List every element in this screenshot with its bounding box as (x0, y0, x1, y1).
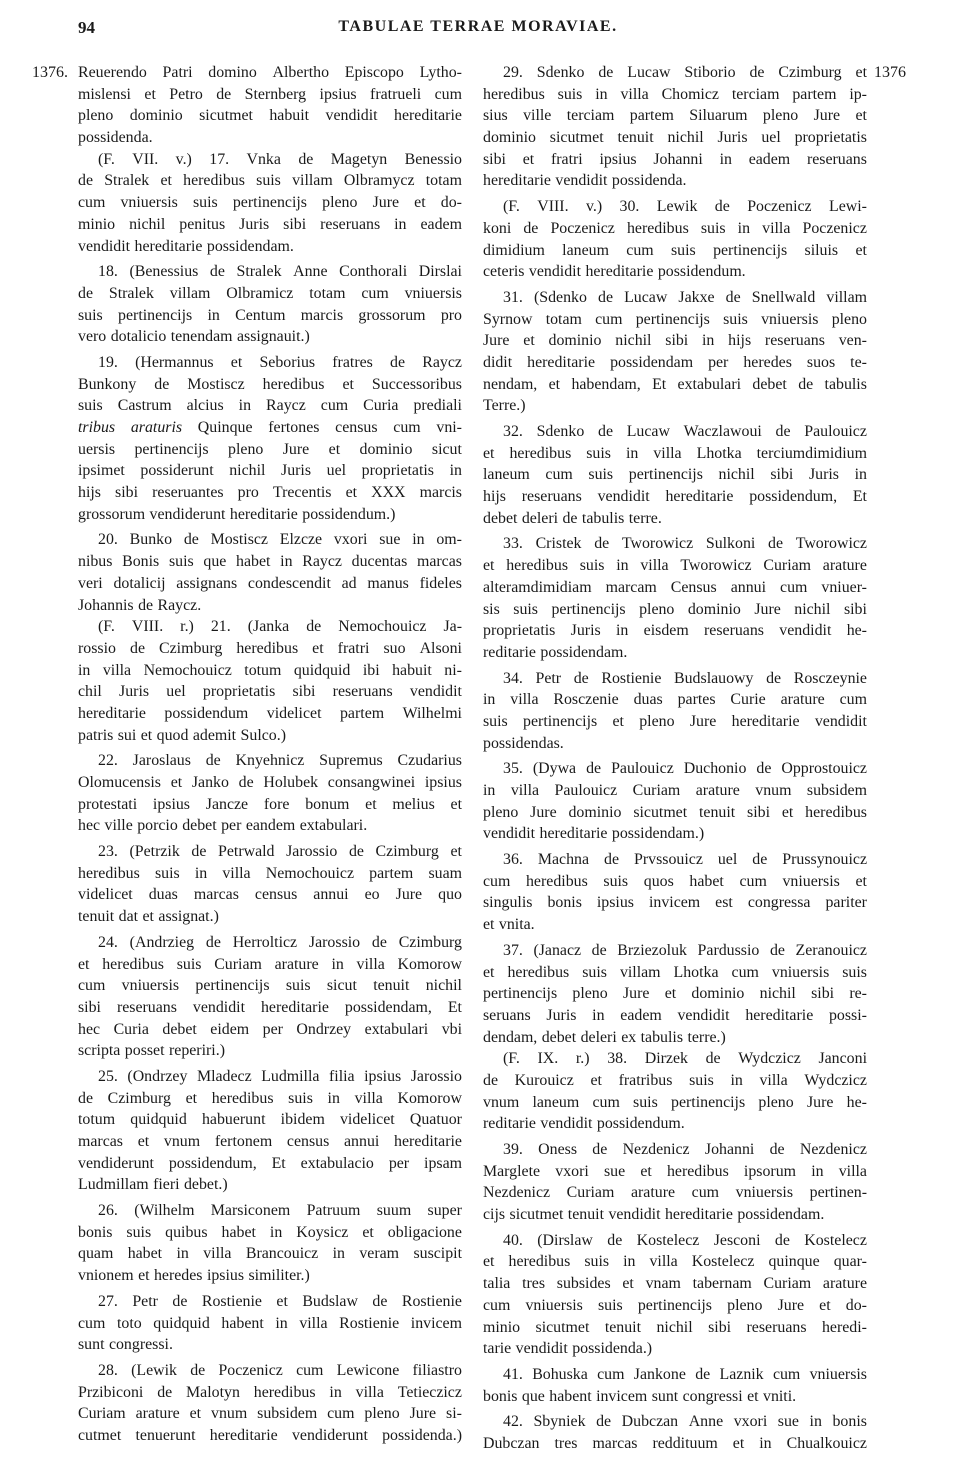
text-line: videlicet duas marcas census annui eo Jure quo (78, 886, 462, 904)
right-text-column (483, 62, 867, 1455)
text-line: vnum laneum cum suis pertinencijs pleno Jure he- (483, 1093, 867, 1111)
text-line: mislensi et Petro de Sternberg ipsius fratrueli cum (78, 85, 462, 103)
text-line: 41. Bohuska cum Jankone de Laznik cum vniuersis (503, 1365, 867, 1383)
text-line: 24. (Andrzieg de Herrolticz Jarossio de Czimburg (98, 933, 462, 951)
text-line: 19. (Hermannus et Seborius fratres de Raycz (98, 353, 462, 371)
text-line: 34. Petr de Rostienie Budslauowy de Rosczeynie (503, 669, 867, 687)
text-line: sibi et fratri ipsius Johanni in eadem reseruans (483, 150, 867, 168)
text-line: tarie vendidit possidenda.) (483, 1340, 653, 1358)
text-line: singulis bonis ipsius invicem est congressa pariter (483, 894, 867, 912)
text-line: cum vniuersis pertinencijs suis sicut tenuit nichil (78, 977, 462, 995)
text-line: cum toto quidquid habent in villa Rostienie invicem (78, 1314, 462, 1332)
text-line: 31. (Sdenko de Lucaw Jakxe de Snellwald villam (503, 288, 867, 306)
text-line: et heredibus suis villam Lhotka cum vniuersis suis (483, 963, 867, 981)
page-number: 94 (78, 18, 95, 37)
text-line: Ludmillam fieri debet.) (78, 1176, 228, 1194)
text-line: Marglete vxori sue et heredibus ipsorum in villa (483, 1162, 867, 1180)
text-line: et vnita. (483, 916, 535, 934)
text-line: cum heredibus suis quos habet cum vniuersis et (483, 872, 867, 890)
text-line: 28. (Lewik de Poczenicz cum Lewicone filiastro (98, 1361, 462, 1379)
text-line: de Czimburg et heredibus suis in villa Komorow (78, 1089, 462, 1107)
text-line: heredibus suis in villa Chomicz terciam partem ip- (483, 85, 867, 103)
text-line: uersis pertinencijs pleno Jure et dominio sicut (78, 440, 462, 458)
text-line: Reuerendo Patri domino Albertho Episcopo Lytho- (78, 64, 462, 81)
text-line: scripta posset reperiri.) (78, 1042, 225, 1060)
text-line: nibus Bonis suis que habet in Raycz ducentas marcas (78, 553, 462, 571)
text-line: koni de Poczenicz heredibus suis in villa Poczenicz (483, 219, 867, 237)
text-line: reditarie vendidit possidendum. (483, 1115, 685, 1133)
text-line: vnionem et heredes ipsius similiter.) (78, 1267, 310, 1285)
text-line: tenuit dat et assignat.) (78, 908, 219, 926)
text-line: hijs reseruans vendidit hereditarie possidendum, Et (483, 488, 867, 506)
text-line: seruans Juris in eadem vendidit hereditarie possi- (483, 1006, 867, 1024)
text-line: cijs sicutmet tenuit vendidit hereditarie possidendam. (483, 1206, 825, 1224)
text-line: didit hereditarie possidendam per heredes suos te- (483, 353, 867, 371)
text-line: hijs sibi reseruantes pro Trecentis et XXX marcis (78, 484, 462, 502)
text-line: proprietatis Juris in eisdem reseruans vendidit he- (483, 622, 867, 640)
text-line: dimidium laneum cum suis pertinencijs siluis et (483, 241, 867, 259)
text-line: 33. Cristek de Tworowicz Sulkoni de Tworowicz (503, 535, 867, 553)
text-line: de Kurouicz et fratribus suis in villa Wydczicz (483, 1071, 867, 1089)
text-line: et heredibus suis in villa Tworowicz Curiam arature (483, 557, 867, 575)
page-header (78, 18, 878, 50)
margin-year-left: 1376. (32, 64, 68, 81)
text-line: 27. Petr de Rostienie et Budslaw de Rostienie (98, 1292, 462, 1310)
text-line: cutmet tenuerunt hereditarie vendiderunt possidenda.) (78, 1426, 462, 1444)
text-line: protestati ipsius Jancze fore bonum et melius et (78, 795, 462, 813)
text-line: reditarie possidendam. (483, 643, 628, 661)
text-line: 37. (Janacz de Brziezoluk Pardussio de Zeranouicz (503, 941, 867, 959)
text-line: Johannis de Raycz. (78, 596, 202, 614)
text-line: sis suis pertinencijs pleno dominio Jure nichil sibi (483, 600, 867, 618)
text-line: Przibiconi de Malotyn heredibus in villa Tetieczicz (78, 1383, 462, 1401)
text-line: suis pertinencijs in Centum marcis grossorum pro (78, 306, 462, 324)
text-line: totum quidquid habuerunt ibidem videlicet Quatuor (78, 1111, 462, 1129)
text-line: 22. Jaroslaus de Knyehnicz Supremus Czudarius (98, 752, 462, 770)
text-line: cum vniuersis suis pertinencijs pleno Jure et do- (483, 1296, 867, 1314)
text-line: 25. (Ondrzey Mladecz Ludmilla filia ipsius Jarossio (98, 1067, 462, 1085)
text-line: de Stralek villam Olbramicz totam cum vniuersis (78, 284, 462, 302)
text-line: possidenda. (78, 129, 153, 147)
text-line: alteramdimidiam marcam Census annui cum vniuer- (483, 578, 867, 596)
text-line: pleno dominio sicutmet habuit vendidit hereditarie (78, 107, 462, 125)
text-line: pertinencijs pleno Jure et dominio nichil sibi re- (483, 985, 867, 1003)
text-line: laneum cum suis pertinencijs nichil sibi Juris in (483, 466, 867, 484)
text-line: hec ville porcio debet per eandem extabulari. (78, 817, 368, 835)
text-line: minio nichil penitus Juris sibi reseruans in eadem (78, 215, 462, 233)
text-line: debet deleri de tabulis terre. (483, 509, 662, 527)
text-line: suis Castrum alcius in Raycz cum Curia prediali (78, 397, 462, 415)
text-line: tribus araturis Quinque fertones census cum vni- (78, 419, 462, 436)
text-line: 35. (Dywa de Paulouicz Duchonio de Opprostouicz (503, 760, 867, 778)
text-line: 42. Sbyniek de Dubczan Anne vxori sue in bonis (503, 1413, 867, 1431)
text-line: patris sui et quod ademit Sulco.) (78, 726, 287, 744)
text-line: et heredibus suis in villa Kostelecz quinque quar- (483, 1253, 867, 1271)
text-line: 36. Machna de Prvssouicz uel de Prussynouicz (503, 851, 867, 869)
text-line: 23. (Petrzik de Petrwald Jarossio de Czimburg et (98, 843, 462, 861)
running-title: TABULAE TERRAE MORAVIAE. (338, 18, 618, 35)
text-line: Olomucensis et Janko de Holubek consangwinei ipsius (78, 774, 462, 791)
text-line: sibi reseruans vendidit hereditarie possidendam, Et (78, 998, 462, 1016)
text-line: rossio de Czimburg heredibus et fratri suo Alsoni (78, 639, 462, 657)
text-line: ipsimet possiderunt nichil Juris uel proprietatis in (78, 462, 462, 480)
text-line: et heredibus suis in villa Lhotka terciumdimidium (483, 444, 867, 462)
text-line: hereditarie vendidit possidenda. (483, 172, 687, 190)
text-line: hec Curia debet eidem per Ondrzey extabulari vbi (78, 1020, 462, 1038)
text-line: bonis suis quibus habet in Koysicz et obligacione (78, 1223, 462, 1241)
margin-year-right: 1376 (874, 64, 906, 81)
text-line: vendidit hereditarie possidendam. (78, 237, 294, 255)
text-line: Nezdenicz Curiam arature cum vniuersis pertinen- (483, 1184, 867, 1202)
text-line: Curiam arature et vnum subsidem cum pleno Jure si- (78, 1405, 462, 1423)
text-line: vendiderunt possidendum, Et extabulacio per ipsam (78, 1154, 462, 1172)
text-line: et heredibus suis Curiam arature in villa Komorow (78, 955, 462, 973)
text-line: nendam, et habendam, Et extabulari debet de tabulis (483, 375, 867, 393)
text-line: heredibus suis in villa Nemochouicz partem suam (78, 864, 462, 882)
text-line: Jure et dominio nichil sibi in hijs reseruans ven- (483, 332, 867, 350)
text-line: Syrnow totam cum pertinencijs suis vniuersis pleno (483, 310, 867, 328)
text-line: de Stralek et heredibus suis villam Olbramycz totam (78, 172, 462, 190)
text-line: vero dotalicio tenendam assignauit.) (78, 328, 310, 346)
text-line: in villa Paulouicz Curiam arature vnum subsidem (483, 782, 867, 799)
text-line: dendam, debet deleri ex tabulis terre.) (483, 1028, 726, 1046)
text-line: 32. Sdenko de Lucaw Waczlawoui de Paulouicz (503, 423, 867, 440)
text-line: (F. VIII. v.) 30. Lewik de Poczenicz Lewi- (503, 198, 867, 216)
text-line: talia tres subsides et vnam tabernam Curiam arature (483, 1275, 867, 1293)
text-line: in villa Rosczenie duas partes Curie arature cum (483, 691, 867, 709)
text-line: suis pertinencijs et pleno Jure hereditarie vendidit (483, 712, 867, 730)
text-line: marcas et vnum fertonem census annui hereditarie (78, 1133, 462, 1150)
text-line: (F. VII. v.) 17. Vnka de Magetyn Benessio (98, 150, 462, 168)
text-line: (F. VIII. r.) 21. (Janka de Nemochouicz Ja- (98, 618, 462, 636)
text-line: sunt congressi. (78, 1336, 173, 1354)
text-line: minio sicutmet tenuit nichil sibi reseruans heredi- (483, 1318, 867, 1336)
text-line: hereditarie possidendum videlicet partem Wilhelmi (78, 704, 462, 722)
text-line: 18. (Benessius de Stralek Anne Conthorali Dirslai (98, 263, 462, 281)
text-line: Terre.) (483, 397, 526, 415)
text-line: possidendas. (483, 734, 564, 752)
text-line: dominio sicutmet tenuit nichil Juris uel proprietatis (483, 129, 867, 147)
text-line: bonis que habent invicem sunt congressi et vniti. (483, 1387, 797, 1405)
text-line: Dubczan tres marcas reddituum et in Chualkouicz (483, 1434, 867, 1452)
text-line: 26. (Wilhelm Marsiconem Patruum suum super (98, 1202, 462, 1220)
text-line: 40. (Dirslaw de Kostelecz Jesconi de Kostelecz (503, 1231, 867, 1249)
text-line: quam habet in villa Brancouicz in veram suscipit (78, 1245, 462, 1263)
text-line: ceteris vendidit hereditarie possidendum. (483, 263, 746, 281)
text-line: chil Juris uel proprietatis sibi reseruans vendidit (78, 683, 462, 701)
text-line: in villa Nemochouicz totum quidquid ibi habuit ni- (78, 661, 462, 679)
left-text-column (78, 62, 462, 1447)
text-line: sius ville terciam partem Siluarum pleno Jure et (483, 107, 867, 125)
text-line: veri dotalicij assignans condescendit ad manus fideles (78, 574, 462, 592)
text-line: vendidit hereditarie possidendam.) (483, 825, 705, 843)
text-line: (F. IX. r.) 38. Dirzek de Wydczicz Janconi (503, 1050, 867, 1068)
text-line: grossorum vendiderunt hereditarie possidendum.) (78, 505, 396, 523)
text-line: cum vniuersis suis pertinencijs pleno Jure et do- (78, 194, 462, 212)
text-line: 20. Bunko de Mostiscz Elzcze vxori sue in om- (98, 531, 462, 549)
text-line: 39. Oness de Nezdenicz Johanni de Nezdenicz (503, 1141, 867, 1158)
text-line: pleno Jure dominio sicutmet tenuit sibi et heredibus (483, 803, 867, 821)
text-line: 29. Sdenko de Lucaw Stiborio de Czimburg et (503, 64, 867, 81)
text-line: Bunkony de Mostiscz heredibus et Successoribus (78, 375, 462, 393)
